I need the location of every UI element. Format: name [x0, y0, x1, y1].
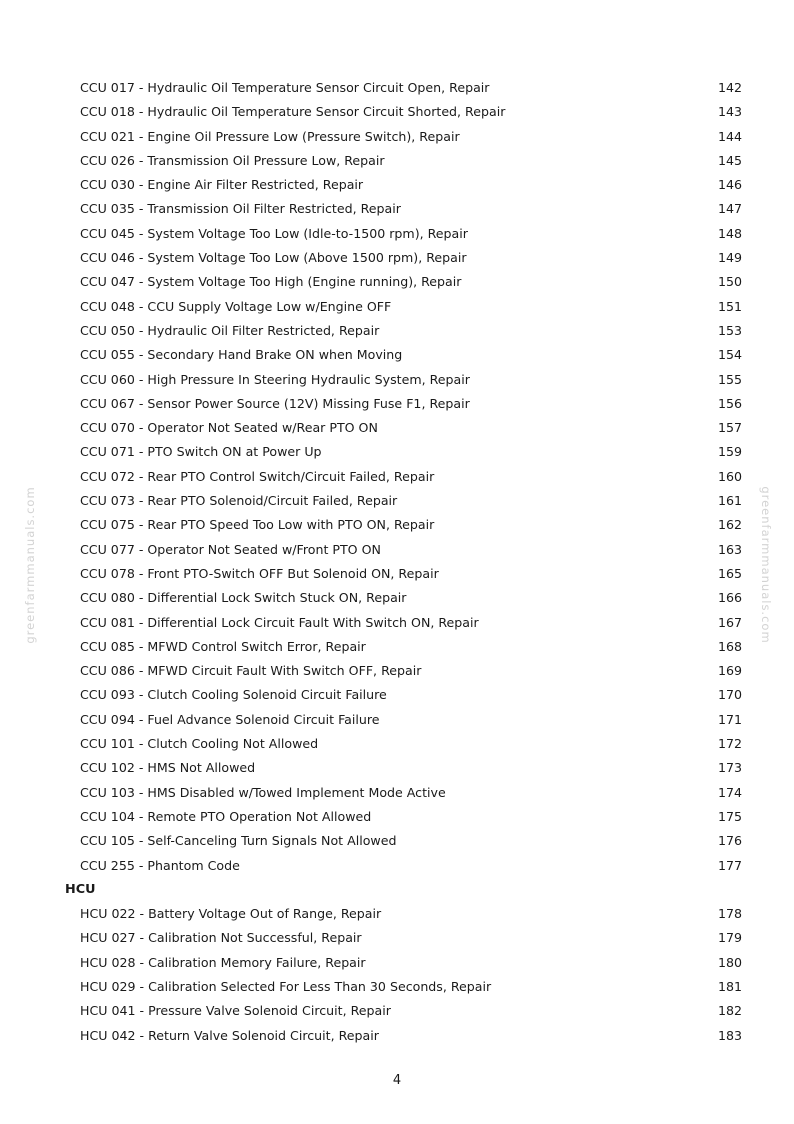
toc-entry-row[interactable]	[0, 149, 794, 173]
toc-entry-page[interactable]: 170	[717, 687, 742, 703]
toc-entry-title[interactable]: CCU 255 - Phantom Code	[80, 857, 240, 873]
toc-entry-row[interactable]	[0, 975, 794, 999]
toc-entry-title[interactable]: CCU 104 - Remote PTO Operation Not Allowed	[80, 808, 372, 824]
toc-entry-title[interactable]: CCU 102 - HMS Not Allowed	[80, 760, 256, 776]
toc-entry-title[interactable]: CCU 073 - Rear PTO Solenoid/Circuit Failed, Repair	[80, 493, 398, 509]
toc-entry-row[interactable]	[0, 295, 794, 319]
toc-entry-row[interactable]	[0, 76, 794, 100]
toc-entry-page[interactable]: 155	[717, 371, 742, 387]
toc-entry-page[interactable]: 162	[717, 517, 742, 533]
toc-entry-page[interactable]: 143	[717, 104, 742, 120]
toc-entry-row[interactable]	[0, 1024, 794, 1048]
toc-entry-page[interactable]: 149	[717, 250, 742, 266]
toc-entry-page[interactable]: 159	[717, 444, 742, 460]
toc-entry-title[interactable]: CCU 070 - Operator Not Seated w/Rear PTO ON	[80, 420, 378, 436]
toc-entry-page[interactable]: 145	[717, 152, 742, 168]
toc-entry-row[interactable]	[0, 611, 794, 635]
toc-entry-title[interactable]: CCU 046 - System Voltage Too Low (Above 1500 rpm), Repair	[80, 250, 467, 266]
toc-entry-row[interactable]	[0, 732, 794, 756]
toc-entry-page[interactable]: 173	[717, 760, 742, 776]
toc-entry-page[interactable]: 166	[717, 590, 742, 606]
watermark-left: greenfarmmanuals.com	[23, 486, 37, 644]
toc-entry-page[interactable]: 176	[717, 833, 742, 849]
toc-entry-row[interactable]	[0, 586, 794, 610]
toc-entry-page[interactable]: 146	[717, 177, 742, 193]
toc-entry-row[interactable]	[0, 392, 794, 416]
toc-entry-row[interactable]	[0, 440, 794, 464]
toc-entry-title[interactable]: HCU 027 - Calibration Not Successful, Repair	[80, 930, 362, 946]
toc-entry-page[interactable]: 148	[717, 225, 742, 241]
toc-entry-row[interactable]	[0, 513, 794, 537]
toc-entry-row[interactable]	[0, 805, 794, 829]
toc-entry-row[interactable]	[0, 222, 794, 246]
toc-entry-page[interactable]: 153	[717, 322, 742, 338]
toc-entry-title[interactable]: HCU 041 - Pressure Valve Solenoid Circuit, Repair	[80, 1003, 391, 1019]
toc-entry-row[interactable]	[0, 683, 794, 707]
toc-entry-row[interactable]	[0, 926, 794, 950]
toc-entry-title[interactable]: CCU 048 - CCU Supply Voltage Low w/Engine OFF	[80, 298, 392, 314]
toc-entry-title[interactable]: CCU 094 - Fuel Advance Solenoid Circuit Failure	[80, 711, 380, 727]
toc-entry-title[interactable]: CCU 026 - Transmission Oil Pressure Low, Repair	[80, 152, 385, 168]
section-heading-row	[0, 878, 794, 902]
toc-entry-page[interactable]: 160	[717, 468, 742, 484]
toc-entry-title[interactable]: CCU 086 - MFWD Circuit Fault With Switch OFF, Repair	[80, 663, 422, 679]
toc-entry-row[interactable]	[0, 829, 794, 853]
toc-entry-title[interactable]: CCU 021 - Engine Oil Pressure Low (Pressure Switch), Repair	[80, 128, 460, 144]
toc-entry-title[interactable]: HCU 029 - Calibration Selected For Less Than 30 Seconds, Repair	[80, 978, 492, 994]
toc-entry-row[interactable]	[0, 197, 794, 221]
toc-entry-page[interactable]: 172	[717, 736, 742, 752]
toc-entry-row[interactable]	[0, 538, 794, 562]
toc-entry-page[interactable]: 167	[717, 614, 742, 630]
toc-entry-title[interactable]: CCU 080 - Differential Lock Switch Stuck ON, Repair	[80, 590, 407, 606]
toc-entry-row[interactable]	[0, 465, 794, 489]
toc-entry-page[interactable]: 142	[717, 80, 742, 95]
toc-entry-title[interactable]: CCU 105 - Self-Canceling Turn Signals Not Allowed	[80, 833, 397, 849]
table-of-contents	[0, 76, 794, 1048]
toc-entry-page[interactable]: 169	[717, 663, 742, 679]
toc-entry-row[interactable]	[0, 999, 794, 1023]
toc-entry-row[interactable]	[0, 343, 794, 367]
toc-entry-page[interactable]: 179	[717, 930, 742, 946]
toc-entry-page[interactable]: 183	[717, 1027, 742, 1043]
page-number: 4	[392, 1073, 402, 1088]
toc-entry-title[interactable]: HCU 028 - Calibration Memory Failure, Repair	[80, 954, 366, 970]
toc-entry-title[interactable]: CCU 103 - HMS Disabled w/Towed Implement Mode Active	[80, 784, 446, 800]
toc-entry-row[interactable]	[0, 489, 794, 513]
toc-entry-row[interactable]	[0, 319, 794, 343]
toc-entry-row[interactable]	[0, 368, 794, 392]
toc-entry-title[interactable]: CCU 050 - Hydraulic Oil Filter Restricted, Repair	[80, 322, 380, 338]
toc-entry-page[interactable]: 174	[717, 784, 742, 800]
toc-entry-row[interactable]	[0, 125, 794, 149]
toc-entry-title[interactable]: CCU 060 - High Pressure In Steering Hydraulic System, Repair	[80, 371, 470, 387]
toc-entry-page[interactable]: 165	[717, 565, 742, 581]
toc-entry-page[interactable]: 178	[717, 906, 742, 922]
hcu-entry-list	[0, 902, 794, 1048]
toc-entry-row[interactable]	[0, 854, 794, 878]
toc-entry-row[interactable]	[0, 100, 794, 124]
toc-entry-row[interactable]	[0, 659, 794, 683]
toc-entry-row[interactable]	[0, 416, 794, 440]
toc-entry-title[interactable]: CCU 085 - MFWD Control Switch Error, Repair	[80, 638, 366, 654]
toc-entry-title[interactable]: CCU 101 - Clutch Cooling Not Allowed	[80, 736, 319, 752]
toc-entry-page[interactable]: 168	[717, 638, 742, 654]
toc-entry-title[interactable]: CCU 017 - Hydraulic Oil Temperature Sensor Circuit Open, Repair	[80, 80, 490, 95]
toc-entry-title[interactable]: CCU 055 - Secondary Hand Brake ON when Moving	[80, 347, 403, 363]
toc-entry-page[interactable]: 182	[717, 1003, 742, 1019]
toc-entry-title[interactable]: CCU 045 - System Voltage Too Low (Idle-to-1500 rpm), Repair	[80, 225, 468, 241]
toc-entry-page[interactable]: 180	[717, 954, 742, 970]
toc-entry-title[interactable]: CCU 077 - Operator Not Seated w/Front PTO ON	[80, 541, 381, 557]
toc-entry-title[interactable]: CCU 078 - Front PTO-Switch OFF But Solenoid ON, Repair	[80, 565, 439, 581]
toc-entry-title[interactable]: CCU 075 - Rear PTO Speed Too Low with PTO ON, Repair	[80, 517, 435, 533]
hcu-section-heading: HCU	[65, 881, 96, 897]
toc-entry-page[interactable]: 150	[717, 274, 742, 290]
toc-entry-title[interactable]: HCU 042 - Return Valve Solenoid Circuit, Repair	[80, 1027, 379, 1043]
toc-entry-page[interactable]: 157	[717, 420, 742, 436]
toc-entry-title[interactable]: CCU 018 - Hydraulic Oil Temperature Sensor Circuit Shorted, Repair	[80, 104, 506, 120]
toc-entry-page[interactable]: 181	[717, 978, 742, 994]
toc-entry-row[interactable]	[0, 902, 794, 926]
toc-entry-row[interactable]	[0, 246, 794, 270]
toc-entry-row[interactable]	[0, 270, 794, 294]
toc-entry-row[interactable]	[0, 756, 794, 780]
toc-entry-page[interactable]: 175	[717, 808, 742, 824]
toc-entry-page[interactable]: 144	[717, 128, 742, 144]
toc-entry-page[interactable]: 151	[717, 298, 742, 314]
toc-entry-title[interactable]: HCU 022 - Battery Voltage Out of Range, Repair	[80, 906, 382, 922]
toc-entry-page[interactable]: 163	[717, 541, 742, 557]
toc-entry-page[interactable]: 154	[717, 347, 742, 363]
toc-entry-page[interactable]: 177	[717, 857, 742, 873]
toc-entry-page[interactable]: 171	[717, 711, 742, 727]
toc-entry-title[interactable]: CCU 093 - Clutch Cooling Solenoid Circuit Failure	[80, 687, 387, 703]
toc-entry-row[interactable]	[0, 562, 794, 586]
toc-entry-title[interactable]: CCU 071 - PTO Switch ON at Power Up	[80, 444, 322, 460]
toc-entry-row[interactable]	[0, 708, 794, 732]
toc-entry-title[interactable]: CCU 072 - Rear PTO Control Switch/Circuit Failed, Repair	[80, 468, 435, 484]
toc-entry-title[interactable]: CCU 030 - Engine Air Filter Restricted, Repair	[80, 177, 364, 193]
toc-entry-row[interactable]	[0, 635, 794, 659]
toc-entry-page[interactable]: 156	[717, 395, 742, 411]
toc-entry-title[interactable]: CCU 035 - Transmission Oil Filter Restricted, Repair	[80, 201, 401, 217]
toc-entry-row[interactable]	[0, 173, 794, 197]
toc-entry-title[interactable]: CCU 047 - System Voltage Too High (Engine running), Repair	[80, 274, 462, 290]
toc-entry-page[interactable]: 161	[717, 493, 742, 509]
watermark-right: greenfarmmanuals.com	[759, 486, 773, 644]
ccu-entry-list	[0, 76, 794, 878]
toc-entry-title[interactable]: CCU 067 - Sensor Power Source (12V) Missing Fuse F1, Repair	[80, 395, 470, 411]
toc-entry-title[interactable]: CCU 081 - Differential Lock Circuit Fault With Switch ON, Repair	[80, 614, 479, 630]
toc-entry-page[interactable]: 147	[717, 201, 742, 217]
toc-entry-row[interactable]	[0, 951, 794, 975]
toc-entry-row[interactable]	[0, 781, 794, 805]
